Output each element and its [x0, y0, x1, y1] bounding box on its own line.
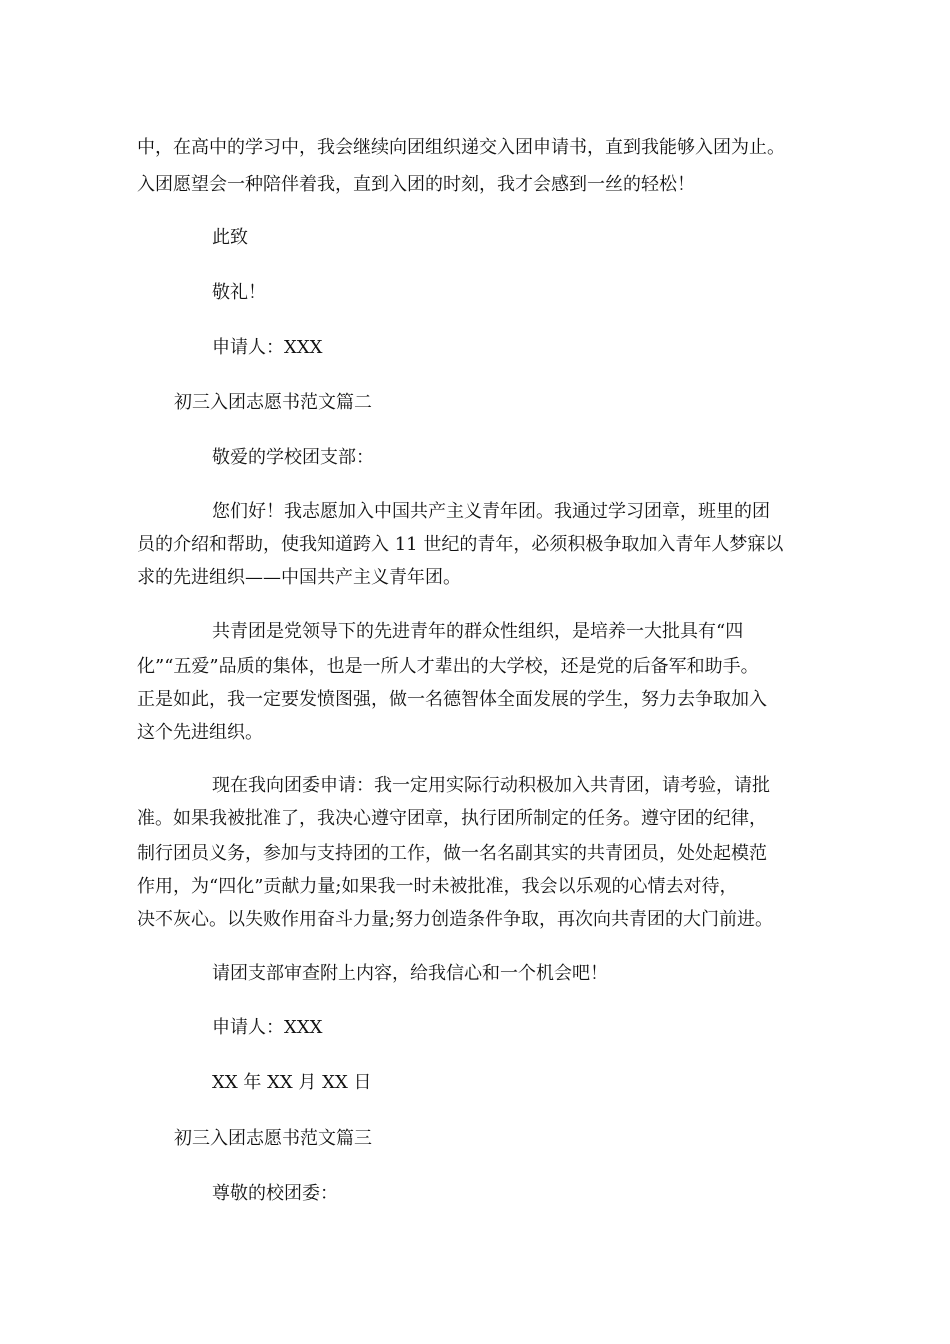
paragraph-line: 这个先进组织。	[137, 722, 263, 743]
paragraph-line: 现在我向团委申请：我一定用实际行动积极加入共青团，请考验，请批	[212, 775, 770, 796]
paragraph-line: 决不灰心。以失败作用奋斗力量;努力创造条件争取，再次向共青团的大门前进。	[137, 909, 774, 930]
section-heading-3: 初三入团志愿书范文篇三	[174, 1128, 372, 1149]
paragraph-line: 化”“五爱”品质的集体，也是一所人才辈出的大学校，还是党的后备军和助手。	[137, 656, 759, 677]
salute-text: 敬礼！	[212, 282, 266, 303]
applicant-signature: 申请人：XXX	[212, 1017, 323, 1038]
paragraph-line: 共青团是党领导下的先进青年的群众性组织，是培养一大批具有“四	[212, 621, 744, 642]
paragraph-line: 制行团员义务，参加与支持团的工作，做一名名副其实的共青团员，处处起模范	[137, 843, 767, 864]
intro-line: 中，在高中的学习中，我会继续向团组织递交入团申请书，直到我能够入团为止。	[137, 137, 785, 158]
closing-text: 此致	[212, 227, 248, 248]
paragraph-line: 作用，为“四化”贡献力量;如果我一时未被批准，我会以乐观的心情去对待，	[137, 876, 738, 897]
paragraph-line: 请团支部审查附上内容，给我信心和一个机会吧！	[212, 963, 608, 984]
paragraph-line: 您们好！我志愿加入中国共产主义青年团。我通过学习团章，班里的团	[212, 501, 770, 522]
intro-line: 入团愿望会一种陪伴着我，直到入团的时刻，我才会感到一丝的轻松！	[137, 174, 695, 195]
paragraph-line: 员的介绍和帮助，使我知道跨入 11 世纪的青年，必须积极争取加入青年人梦寐以	[137, 534, 784, 555]
applicant-signature: 申请人：XXX	[212, 337, 323, 358]
paragraph-line: 正是如此，我一定要发愤图强，做一名德智体全面发展的学生，努力去争取加入	[137, 689, 767, 710]
greeting-3: 尊敬的校团委：	[212, 1183, 338, 1204]
section-heading-2: 初三入团志愿书范文篇二	[174, 392, 372, 413]
paragraph-line: 准。如果我被批准了，我决心遵守团章，执行团所制定的任务。遵守团的纪律，	[137, 808, 767, 829]
greeting-2: 敬爱的学校团支部：	[212, 447, 374, 468]
paragraph-line: 求的先进组织——中国共产主义青年团。	[137, 567, 461, 588]
date-text: XX 年 XX 月 XX 日	[212, 1072, 372, 1093]
